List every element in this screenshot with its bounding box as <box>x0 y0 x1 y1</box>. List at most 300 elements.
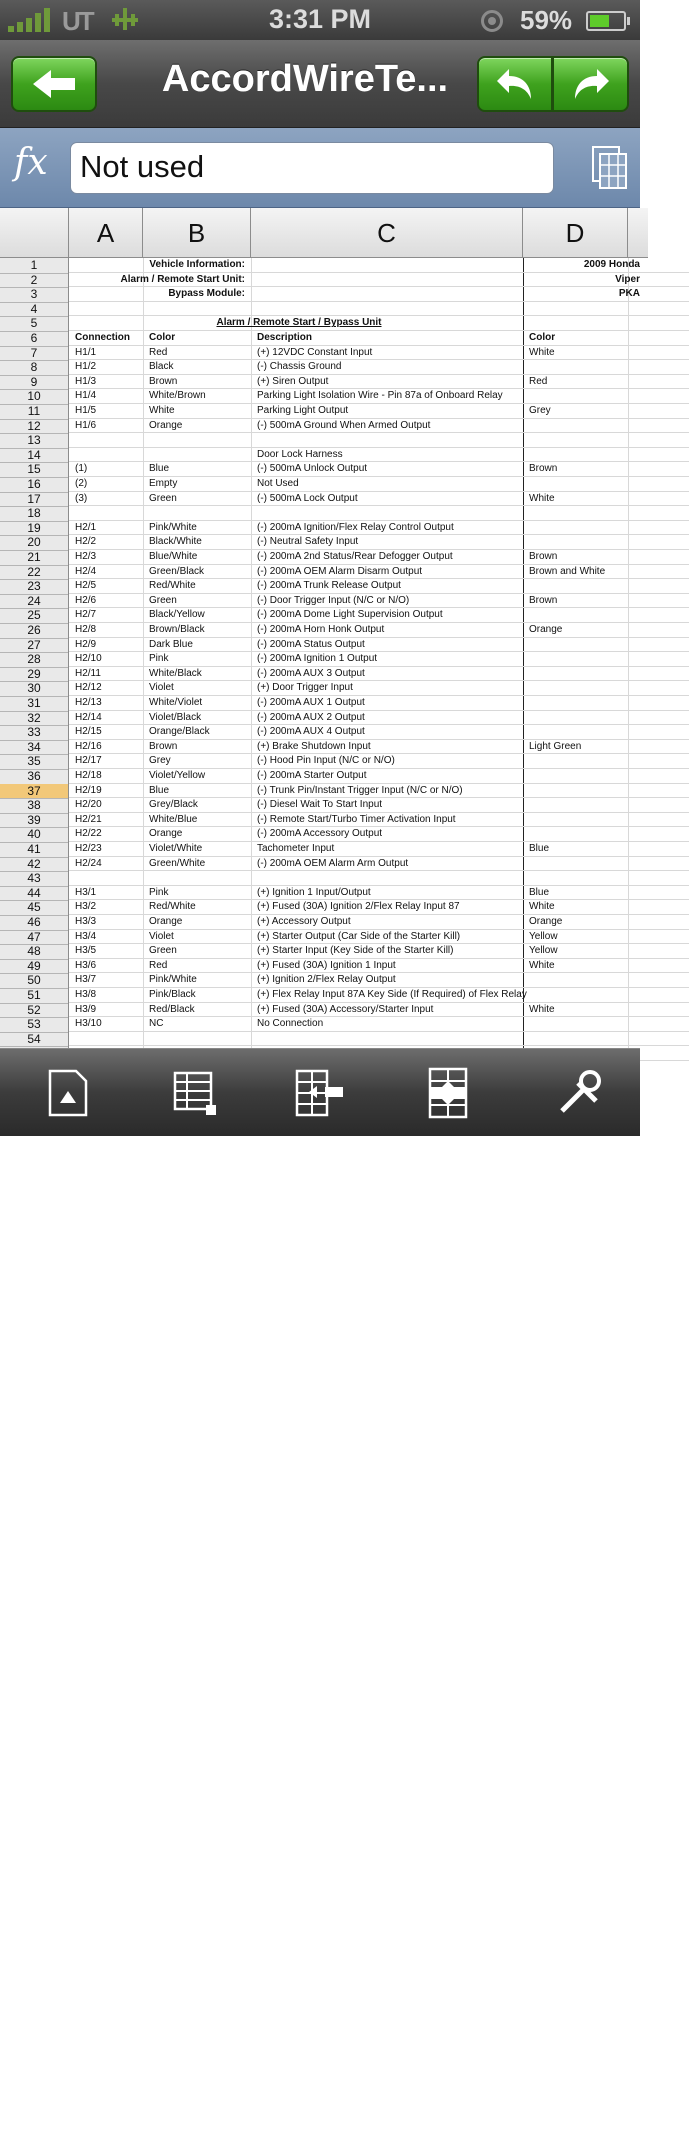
cell-b[interactable]: Brown <box>149 375 178 387</box>
cell-c[interactable]: (-) Diesel Wait To Start Input <box>257 799 383 811</box>
cell-c[interactable]: (+) Fused (30A) Ignition 2/Flex Relay Input 87 <box>257 901 460 913</box>
battery-icon <box>586 11 626 31</box>
cell-c[interactable] <box>251 302 523 317</box>
cell-a[interactable]: H2/5 <box>75 580 97 592</box>
cell-c[interactable]: (-) 200mA Ignition/Flex Relay Control Output <box>257 521 454 533</box>
cell-c[interactable]: (+) 12VDC Constant Input <box>257 346 373 358</box>
cell-c[interactable]: (-) 200mA Trunk Release Output <box>257 580 401 592</box>
cell-d[interactable] <box>523 681 628 696</box>
table-row <box>69 492 689 507</box>
section-title-cell[interactable]: Alarm / Remote Start / Bypass Unit <box>216 317 382 329</box>
row-number[interactable]: 38 <box>0 798 68 814</box>
row-number[interactable]: 33 <box>0 725 68 741</box>
row-number[interactable]: 27 <box>0 638 68 654</box>
cell-d[interactable]: Yellow <box>529 945 558 957</box>
insert-row-icon[interactable] <box>424 1067 474 1119</box>
cell-b[interactable] <box>143 302 251 317</box>
cell-c[interactable]: (-) 200mA AUX 4 Output <box>257 726 365 738</box>
info-value-cell[interactable]: 2009 Honda <box>583 259 640 270</box>
info-value-cell[interactable]: Viper <box>615 273 640 285</box>
row-number[interactable]: 10 <box>0 389 68 405</box>
row-number[interactable]: 31 <box>0 696 68 712</box>
cell-a[interactable]: H2/23 <box>75 843 102 854</box>
cell-a[interactable]: H2/7 <box>75 609 97 621</box>
cell-b[interactable]: White <box>149 405 175 416</box>
table-row <box>69 302 689 317</box>
cell-d[interactable] <box>523 711 628 726</box>
cell-d[interactable]: Red <box>529 375 548 387</box>
cell-b[interactable]: Red <box>149 346 168 358</box>
cell-c[interactable]: Parking Light Isolation Wire - Pin 87a of Onboard Relay <box>257 390 503 402</box>
cell-b[interactable]: White/Brown <box>149 390 206 402</box>
row-header <box>0 258 69 1048</box>
cell-a[interactable]: H2/13 <box>75 697 102 708</box>
cell-b[interactable]: Blue/White <box>149 551 198 562</box>
table-row <box>69 419 689 434</box>
cell-c[interactable]: (+) Fused (30A) Accessory/Starter Input <box>257 1003 434 1015</box>
cell-a[interactable]: H2/15 <box>75 726 102 738</box>
cell-d[interactable]: Blue <box>529 843 550 854</box>
cell-b[interactable]: Black/Yellow <box>149 609 205 621</box>
column-header-b[interactable]: B <box>143 208 251 258</box>
cell-a[interactable]: H2/6 <box>75 594 97 606</box>
cell-c[interactable]: (+) Siren Output <box>257 375 329 387</box>
back-button[interactable] <box>11 56 97 112</box>
row-number[interactable]: 26 <box>0 623 68 639</box>
cell-d[interactable] <box>523 433 628 448</box>
redo-button[interactable] <box>553 56 629 112</box>
table-row <box>69 915 689 930</box>
row-number[interactable]: 47 <box>0 930 68 946</box>
row-number[interactable]: 41 <box>0 842 68 858</box>
cell-d[interactable] <box>523 302 628 317</box>
row-number[interactable]: 50 <box>0 973 68 989</box>
info-value-cell[interactable]: PKA <box>618 288 640 300</box>
cell-d[interactable] <box>523 608 628 623</box>
cell-d[interactable]: Orange <box>529 624 563 635</box>
cell-c[interactable] <box>251 1032 523 1047</box>
cell-b[interactable] <box>143 871 251 886</box>
row-number[interactable]: 21 <box>0 550 68 566</box>
cell-a[interactable]: H2/8 <box>75 624 97 635</box>
cell-c[interactable]: Description <box>257 332 313 343</box>
cell-b[interactable] <box>143 448 251 463</box>
cell-c[interactable]: (+) Starter Input (Key Side of the Starter Kill) <box>257 945 454 957</box>
cell-c[interactable]: (-) Chassis Ground <box>257 361 342 373</box>
table-row <box>69 711 689 726</box>
cell-d[interactable] <box>523 667 628 682</box>
cell-d[interactable]: Orange <box>529 916 563 927</box>
row-number[interactable]: 8 <box>0 360 68 376</box>
cell-a[interactable]: H2/18 <box>75 770 102 781</box>
cell-b[interactable]: Brown/Black <box>149 624 205 635</box>
cell-a[interactable]: H1/6 <box>75 419 97 431</box>
row-number[interactable]: 13 <box>0 433 68 449</box>
row-number[interactable]: 46 <box>0 915 68 931</box>
cell-a[interactable]: H1/5 <box>75 405 97 416</box>
cell-c[interactable]: (+) Ignition 1 Input/Output <box>257 886 371 898</box>
row-number[interactable]: 45 <box>0 900 68 916</box>
cell-c[interactable]: (-) 500mA Lock Output <box>257 492 358 504</box>
table-row <box>69 638 689 653</box>
cell-b[interactable]: Dark Blue <box>149 638 193 650</box>
cell-c[interactable] <box>251 433 523 448</box>
cell-c[interactable]: (-) 500mA Unlock Output <box>257 463 368 475</box>
cell-a[interactable]: H2/21 <box>75 813 102 825</box>
row-number[interactable]: 34 <box>0 740 68 756</box>
cell-b[interactable]: Red/White <box>149 901 196 913</box>
cell-c[interactable]: No Connection <box>257 1018 324 1030</box>
table-row <box>69 331 689 346</box>
row-number[interactable]: 2 <box>0 273 68 289</box>
cell-c[interactable]: (-) 200mA Horn Honk Output <box>257 624 385 635</box>
cell-b[interactable]: Brown <box>149 740 178 752</box>
cell-c[interactable]: (+) Ignition 2/Flex Relay Output <box>257 974 396 986</box>
row-number[interactable]: 15 <box>0 462 68 478</box>
cell-d[interactable]: Yellow <box>529 930 558 942</box>
cell-a[interactable]: H3/7 <box>75 974 97 986</box>
row-number[interactable]: 32 <box>0 711 68 727</box>
row-number[interactable]: 35 <box>0 754 68 770</box>
cell-b[interactable]: Pink/White <box>149 521 197 533</box>
cell-c[interactable]: (-) 200mA Status Output <box>257 638 365 650</box>
cell-b[interactable]: Green/White <box>149 857 206 869</box>
column-header-a[interactable]: A <box>69 208 143 258</box>
cell-d[interactable] <box>523 535 628 550</box>
cell-d[interactable]: White <box>529 959 555 971</box>
row-number[interactable]: 52 <box>0 1003 68 1019</box>
cell-b[interactable]: Violet/White <box>149 843 203 854</box>
column-header-c[interactable]: C <box>251 208 523 258</box>
cell-a[interactable]: H2/11 <box>75 667 101 679</box>
cell-d[interactable] <box>523 988 628 1003</box>
cell-b[interactable]: Violet <box>149 930 174 942</box>
fx-icon: fx <box>14 142 48 183</box>
cell-b[interactable]: Blue <box>149 784 170 796</box>
cell-b[interactable]: Orange <box>149 916 183 927</box>
cell-b[interactable] <box>143 433 251 448</box>
row-number[interactable]: 16 <box>0 477 68 493</box>
cell-d[interactable]: Grey <box>529 405 551 416</box>
table-row <box>69 477 689 492</box>
cell-a[interactable]: H2/16 <box>75 740 102 752</box>
cell-grid[interactable] <box>69 258 640 1048</box>
cell-a[interactable] <box>69 871 143 886</box>
cell-b[interactable]: White/Violet <box>149 697 203 708</box>
insert-column-icon[interactable] <box>295 1067 345 1119</box>
cell-c[interactable]: (+) Flex Relay Input 87A Key Side (If Required) of Flex Relay <box>257 989 527 1000</box>
cell-c[interactable]: (-) Hood Pin Input (N/C or N/O) <box>257 755 395 767</box>
cell-a[interactable]: H2/22 <box>75 828 102 840</box>
cell-a[interactable]: H2/4 <box>75 565 97 577</box>
cell-b[interactable]: Green <box>149 945 177 957</box>
cell-b[interactable]: Pink <box>149 886 169 898</box>
cell-a[interactable]: H2/12 <box>75 682 102 694</box>
cell-d[interactable] <box>523 506 628 521</box>
cell-d[interactable] <box>523 579 628 594</box>
spreadsheet[interactable] <box>0 208 640 1048</box>
cell-a[interactable]: H3/4 <box>75 930 97 942</box>
cell-a[interactable]: H3/8 <box>75 989 97 1000</box>
cell-d[interactable]: Brown and White <box>529 565 606 577</box>
cell-d[interactable] <box>523 813 628 828</box>
table-row <box>69 535 689 550</box>
cell-b[interactable]: Violet/Black <box>149 711 202 723</box>
cell-d[interactable]: White <box>529 1003 555 1015</box>
cell-b[interactable]: Orange <box>149 419 183 431</box>
cell-a[interactable]: H3/10 <box>75 1018 102 1030</box>
cell-d[interactable] <box>523 696 628 711</box>
cell-a[interactable]: H3/6 <box>75 959 97 971</box>
cell-d[interactable] <box>523 871 628 886</box>
cell-c[interactable]: Door Lock Harness <box>257 448 343 460</box>
cell-b[interactable]: White/Blue <box>149 813 198 825</box>
cell-a[interactable]: H3/5 <box>75 945 97 957</box>
cell-b[interactable] <box>143 1032 251 1047</box>
cell-d[interactable] <box>523 784 628 799</box>
cell-c[interactable]: (-) 200mA 2nd Status/Rear Defogger Output <box>257 551 453 562</box>
row-number[interactable]: 22 <box>0 565 68 581</box>
cell-d[interactable]: Brown <box>529 463 558 475</box>
table-row <box>69 667 689 682</box>
cell-b[interactable]: Violet <box>149 682 174 694</box>
cell-a[interactable]: H2/10 <box>75 653 102 665</box>
cell-a[interactable]: (1) <box>75 463 88 475</box>
cell-b[interactable]: Red/Black <box>149 1003 195 1015</box>
cell-d[interactable] <box>523 419 628 434</box>
table-row <box>69 857 689 872</box>
cell-b[interactable]: Green <box>149 492 177 504</box>
cell-c[interactable]: (-) 200mA Accessory Output <box>257 828 383 840</box>
cell-a[interactable] <box>69 302 143 317</box>
cell-a[interactable]: H3/1 <box>75 886 97 898</box>
column-header-e[interactable] <box>628 208 648 258</box>
cell-a[interactable]: H1/2 <box>75 361 97 373</box>
cell-b[interactable]: Black <box>149 361 174 373</box>
row-number[interactable]: 42 <box>0 857 68 873</box>
cell-d[interactable] <box>523 389 628 404</box>
cell-b[interactable]: Green <box>149 594 177 606</box>
cell-c[interactable]: (-) 200mA AUX 3 Output <box>257 667 365 679</box>
cell-a[interactable]: H2/1 <box>75 521 97 533</box>
info-label-cell[interactable]: Bypass Module: <box>168 288 245 300</box>
format-cells-icon[interactable] <box>172 1067 222 1119</box>
row-number[interactable]: 1 <box>0 258 68 274</box>
row-number[interactable]: 39 <box>0 813 68 829</box>
cell-d[interactable]: White <box>529 901 555 913</box>
cell-d[interactable] <box>523 857 628 872</box>
cell-a[interactable]: H2/14 <box>75 711 102 723</box>
cell-d[interactable] <box>523 973 628 988</box>
cell-a[interactable]: H1/4 <box>75 390 97 402</box>
cell-d[interactable]: Color <box>529 332 556 343</box>
cell-d[interactable]: White <box>529 492 555 504</box>
cell-d[interactable] <box>523 521 628 536</box>
row-number[interactable]: 40 <box>0 827 68 843</box>
cell-c[interactable]: (+) Starter Output (Car Side of the Starter Kill) <box>257 930 461 942</box>
row-number[interactable]: 20 <box>0 535 68 551</box>
cell-d[interactable] <box>523 754 628 769</box>
cell-a[interactable]: H1/1 <box>75 346 97 358</box>
cell-a[interactable]: H2/9 <box>75 638 97 650</box>
cell-b[interactable]: Color <box>149 332 176 343</box>
cell-d[interactable] <box>523 1032 628 1047</box>
cell-d[interactable] <box>523 827 628 842</box>
cell-c[interactable]: (+) Brake Shutdown Input <box>257 740 371 752</box>
cell-c[interactable]: (-) 200mA Dome Light Supervision Output <box>257 609 443 621</box>
row-number[interactable]: 43 <box>0 871 68 887</box>
cell-a[interactable] <box>69 1032 143 1047</box>
cell-a[interactable] <box>69 433 143 448</box>
row-number[interactable]: 18 <box>0 506 68 522</box>
cell-c[interactable]: (-) 200mA OEM Alarm Disarm Output <box>257 565 423 577</box>
cell-b[interactable]: Red/White <box>149 580 196 592</box>
table-row <box>69 973 689 988</box>
row-number[interactable]: 23 <box>0 579 68 595</box>
cell-d[interactable]: Blue <box>529 886 550 898</box>
row-number[interactable]: 28 <box>0 652 68 668</box>
status-bar <box>0 0 640 40</box>
cell-b[interactable]: Orange/Black <box>149 726 210 738</box>
cell-d[interactable] <box>523 798 628 813</box>
cell-c[interactable]: (-) Trunk Pin/Instant Trigger Input (N/C or N/O) <box>257 784 463 796</box>
cell-b[interactable]: Orange <box>149 828 183 840</box>
cell-c[interactable]: Not Used <box>257 478 299 489</box>
cell-d[interactable] <box>523 448 628 463</box>
row-number[interactable]: 7 <box>0 346 68 362</box>
cell-d[interactable]: Light Green <box>529 740 582 752</box>
select-all-corner[interactable] <box>0 208 69 258</box>
cell-c[interactable]: (+) Fused (30A) Ignition 1 Input <box>257 959 396 971</box>
undo-button[interactable] <box>477 56 553 112</box>
cell-b[interactable]: Red <box>149 959 168 971</box>
cell-c[interactable]: (-) 200mA Starter Output <box>257 770 367 781</box>
row-number[interactable]: 12 <box>0 419 68 435</box>
table-row <box>69 1032 689 1047</box>
cell-b[interactable]: NC <box>149 1018 164 1030</box>
formula-input[interactable]: Not used <box>70 142 554 194</box>
cell-a[interactable]: H2/24 <box>75 857 102 869</box>
cell-d[interactable]: Brown <box>529 594 558 606</box>
cell-c[interactable]: (-) Neutral Safety Input <box>257 536 359 548</box>
cell-b[interactable]: Pink/Black <box>149 989 196 1000</box>
row-number[interactable]: 6 <box>0 331 68 347</box>
cell-a[interactable] <box>69 506 143 521</box>
cell-c[interactable] <box>251 871 523 886</box>
cell-d[interactable]: Brown <box>529 551 558 562</box>
row-number[interactable]: 5 <box>0 316 68 332</box>
row-number[interactable]: 3 <box>0 287 68 303</box>
cell-a[interactable]: (2) <box>75 478 88 489</box>
cell-a[interactable]: H2/2 <box>75 536 97 548</box>
row-number[interactable]: 37 <box>0 784 68 800</box>
cell-d[interactable] <box>523 769 628 784</box>
table-row <box>69 842 689 857</box>
cell-a[interactable]: H2/3 <box>75 551 97 562</box>
row-number[interactable]: 44 <box>0 886 68 902</box>
row-number[interactable]: 53 <box>0 1017 68 1033</box>
cell-b[interactable]: Green/Black <box>149 565 205 577</box>
row-number[interactable]: 29 <box>0 667 68 683</box>
settings-tools-icon[interactable] <box>556 1067 606 1119</box>
copy-cells-icon[interactable] <box>592 146 628 190</box>
row-number[interactable]: 11 <box>0 404 68 420</box>
row-number[interactable]: 19 <box>0 521 68 537</box>
cell-c[interactable]: (+) Accessory Output <box>257 916 351 927</box>
cell-c[interactable]: (-) 500mA Ground When Armed Output <box>257 419 431 431</box>
cell-c[interactable]: (-) 200mA AUX 2 Output <box>257 711 365 723</box>
row-number[interactable]: 17 <box>0 492 68 508</box>
row-number[interactable]: 9 <box>0 375 68 391</box>
cell-d[interactable] <box>523 638 628 653</box>
cell-b[interactable]: Blue <box>149 463 170 475</box>
cell-a[interactable] <box>69 448 143 463</box>
cell-d[interactable] <box>523 360 628 375</box>
cell-b[interactable]: Grey/Black <box>149 799 198 811</box>
row-number[interactable]: 54 <box>0 1032 68 1048</box>
cell-b[interactable]: Grey <box>149 755 171 767</box>
table-row <box>69 389 689 404</box>
row-number[interactable]: 51 <box>0 988 68 1004</box>
cell-c[interactable]: Tachometer Input <box>257 843 335 854</box>
cell-c[interactable] <box>251 506 523 521</box>
cell-a[interactable]: (3) <box>75 492 88 504</box>
sheet-switch-icon[interactable] <box>44 1067 94 1119</box>
table-row <box>69 681 689 696</box>
cell-b[interactable]: Black/White <box>149 536 202 548</box>
cell-d[interactable]: White <box>529 346 555 358</box>
row-number[interactable]: 49 <box>0 959 68 975</box>
cell-a[interactable]: H2/17 <box>75 755 102 767</box>
row-number[interactable]: 36 <box>0 769 68 785</box>
cell-b[interactable]: Pink/White <box>149 974 197 986</box>
cell-a[interactable]: H3/9 <box>75 1003 97 1015</box>
cell-b[interactable]: Violet/Yellow <box>149 770 206 781</box>
cell-c[interactable]: (-) Door Trigger Input (N/C or N/O) <box>257 594 410 606</box>
cell-b[interactable]: Empty <box>149 478 178 489</box>
cell-a[interactable]: Connection <box>75 332 130 343</box>
cell-c[interactable]: Parking Light Output <box>257 405 349 416</box>
cell-b[interactable]: White/Black <box>149 667 202 679</box>
cell-a[interactable]: H3/2 <box>75 901 97 913</box>
info-label-cell[interactable]: Alarm / Remote Start Unit: <box>120 273 245 285</box>
cell-d[interactable] <box>523 725 628 740</box>
cell-b[interactable] <box>143 506 251 521</box>
row-number[interactable]: 14 <box>0 448 68 464</box>
cell-c[interactable]: (-) 200mA Ignition 1 Output <box>257 653 378 665</box>
cell-a[interactable]: H2/19 <box>75 784 102 796</box>
cell-b[interactable]: Pink <box>149 653 169 665</box>
row-number[interactable]: 4 <box>0 302 68 318</box>
table-row <box>69 886 689 901</box>
cell-c[interactable]: (-) Remote Start/Turbo Timer Activation Input <box>257 813 456 825</box>
row-number[interactable]: 25 <box>0 608 68 624</box>
cell-a[interactable]: H2/20 <box>75 799 102 811</box>
cell-c[interactable]: (+) Door Trigger Input <box>257 682 353 694</box>
cell-d[interactable] <box>523 652 628 667</box>
cell-a[interactable]: H1/3 <box>75 375 97 387</box>
row-number[interactable]: 24 <box>0 594 68 610</box>
row-number[interactable]: 48 <box>0 944 68 960</box>
row-number[interactable]: 30 <box>0 681 68 697</box>
cell-c[interactable]: (-) 200mA AUX 1 Output <box>257 697 365 708</box>
cell-d[interactable] <box>523 477 628 492</box>
cell-a[interactable]: H3/3 <box>75 916 97 927</box>
info-label-cell[interactable]: Vehicle Information: <box>149 259 245 270</box>
column-header-d[interactable]: D <box>523 208 628 258</box>
cell-d[interactable] <box>523 1017 628 1032</box>
cell-c[interactable]: (-) 200mA OEM Alarm Arm Output <box>257 857 409 869</box>
